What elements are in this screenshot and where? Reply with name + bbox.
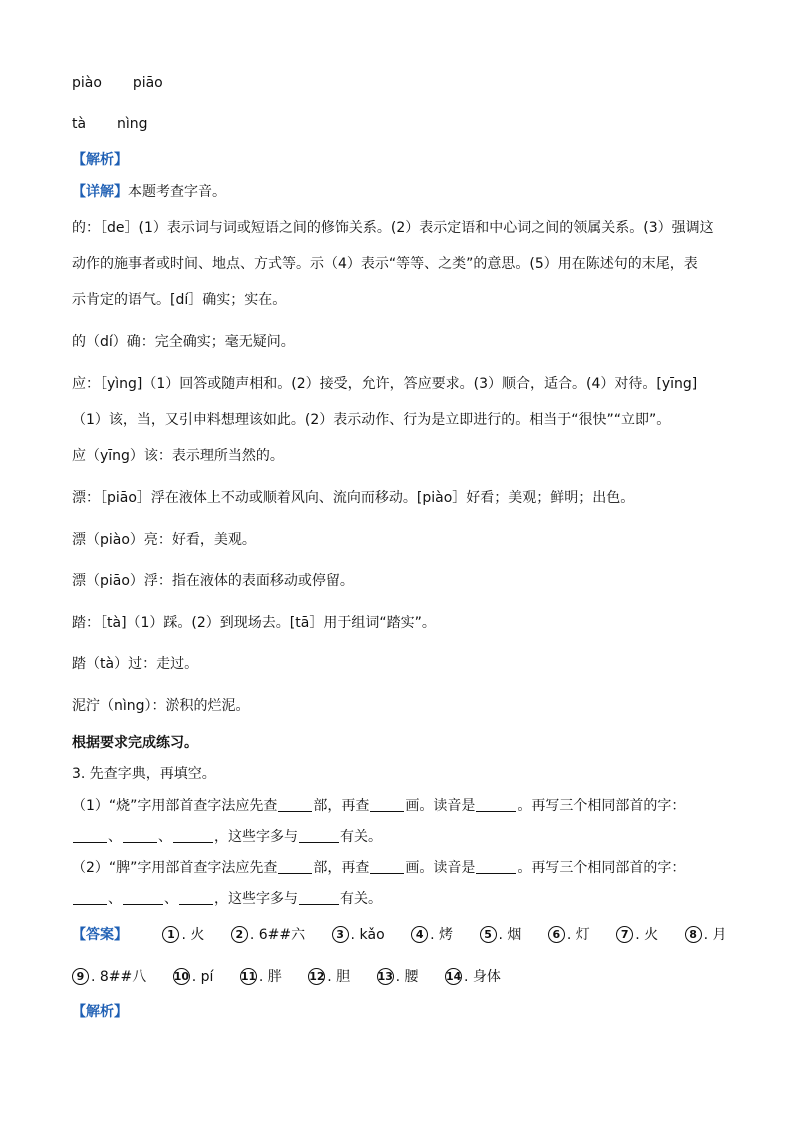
answer-blank[interactable]: [299, 890, 339, 905]
pinyin-text: piào: [72, 75, 102, 91]
separator: 、: [164, 891, 178, 907]
explanation-line: 应（yīng）该：表示理所当然的。: [72, 448, 284, 464]
explanation-line: 动作的施事者或时间、地点、方式等。示（4）表示“等等、之类”的意思。(5）用在陈述句的末尾，表: [72, 256, 698, 272]
question-text: ，这些字多与: [214, 891, 298, 907]
question-number: 3. 先查字典，再填空。: [72, 766, 216, 782]
explanation-line: 漂：［piāo］浮在液体上不动或顺着风向、流向而移动。[piào］好看；美观；鲜明；出色。: [72, 490, 635, 506]
question-text: ，这些字多与: [214, 829, 298, 845]
circled-number: 9: [72, 968, 89, 985]
circled-number: 13: [377, 970, 393, 983]
circled-number: 1: [162, 926, 179, 943]
separator: 、: [108, 891, 122, 907]
circled-number: 2: [231, 926, 248, 943]
explanation-line: （1）该，当，又引申料想理该如此。(2）表示动作、行为是立即进行的。相当于“很快”“立即”。: [72, 412, 671, 428]
answer-blank[interactable]: [73, 890, 107, 905]
circled-number: 14: [445, 970, 462, 983]
question-2-line-2: [72, 888, 382, 910]
pinyin-text: tà: [72, 116, 87, 132]
explanation-line: 漂（piào）亮：好看，美观。: [72, 532, 256, 548]
detail-line: [72, 181, 226, 203]
answer-text: . pí: [191, 969, 214, 985]
answer-blank[interactable]: [73, 828, 107, 843]
answer-text: . kǎo: [350, 927, 385, 943]
question-text: 部，再查: [313, 860, 370, 876]
explanation-line: 漂（piāo）浮：指在液体的表面移动或停留。: [72, 573, 354, 589]
answer-tag: 【答案】: [72, 927, 128, 943]
answer-blank[interactable]: [123, 828, 157, 843]
circled-number: 11: [240, 970, 257, 983]
question-text: 有关。: [340, 829, 382, 845]
answer-item: [616, 924, 658, 946]
question-1-line-1: [72, 795, 685, 817]
question-text: 画。读音是: [405, 798, 476, 814]
answer-blank[interactable]: [476, 797, 516, 812]
answer-item: [445, 966, 501, 988]
answer-item: [173, 966, 214, 988]
detail-text: 本题考查字音。: [128, 184, 226, 200]
answer-blank[interactable]: [179, 890, 213, 905]
explanation-line: 泥泞（nìng）：淤积的烂泥。: [72, 698, 250, 714]
section-title: 根据要求完成练习。: [72, 735, 198, 751]
pinyin-line-1: [72, 72, 163, 94]
answer-item: [411, 924, 453, 946]
answer-text: . 烤: [430, 927, 454, 943]
answer-text: . 胖: [258, 969, 282, 985]
answer-item: [377, 966, 419, 988]
answer-item: [308, 966, 350, 988]
answer-text: . 火: [635, 927, 659, 943]
question-text: 。再写三个相同部首的字：: [517, 798, 686, 814]
circled-number: 4: [411, 926, 428, 943]
answer-blank[interactable]: [370, 859, 404, 874]
answers-line-2: [72, 966, 523, 988]
answer-text: . 月: [703, 927, 727, 943]
pinyin-line-2: [72, 113, 148, 135]
question-1-line-2: [72, 826, 382, 848]
circled-number: 8: [685, 926, 702, 943]
answer-item: [685, 924, 727, 946]
detail-tag: 【详解】: [72, 184, 128, 200]
explanation-line: 应：［yìng]（1）回答或随声相和。(2）接受，允许，答应要求。(3）顺合，适合。(4）对待。[yīng]: [72, 376, 698, 392]
circled-number: 12: [309, 970, 325, 983]
answer-text: . 火: [181, 927, 205, 943]
explanation-line: 踏：［tà]（1）踩。(2）到现场去。[tā］用于组词“踏实”。: [72, 615, 436, 631]
answer-item: [162, 924, 204, 946]
answer-item: [240, 966, 282, 988]
answer-item: [231, 924, 305, 946]
explanation-line: 的（dí）确：完全确实；毫无疑问。: [72, 334, 295, 350]
answer-text: . 灯: [566, 927, 590, 943]
answer-blank[interactable]: [370, 797, 404, 812]
answer-text: . 8##八: [91, 969, 147, 985]
explanation-line: 踏（tà）过：走过。: [72, 656, 199, 672]
answer-blank[interactable]: [299, 828, 339, 843]
answer-item: [332, 924, 385, 946]
circled-number: 6: [548, 926, 565, 943]
circled-number: 3: [332, 926, 349, 943]
answer-blank[interactable]: [173, 828, 213, 843]
answer-text: . 6##六: [249, 927, 306, 943]
answer-blank[interactable]: [123, 890, 163, 905]
answer-text: . 身体: [463, 969, 501, 985]
answer-text: . 烟: [498, 927, 522, 943]
question-2-line-1: [72, 857, 685, 879]
answer-text: . 胆: [327, 969, 351, 985]
explanation-line: 的：［de］(1）表示词与词或短语之间的修饰关系。(2）表示定语和中心词之间的领属关系。(3）强调这: [72, 220, 714, 236]
analysis-tag: 【解析】: [72, 1004, 128, 1020]
question-text: 有关。: [340, 891, 382, 907]
question-text: （1）“烧”字用部首查字法应先查: [72, 798, 278, 814]
separator: 、: [158, 829, 172, 845]
answer-blank[interactable]: [278, 859, 312, 874]
answer-item: [480, 924, 522, 946]
answer-item: [548, 924, 590, 946]
circled-number: 5: [480, 926, 497, 943]
explanation-line: 示肯定的语气。[dí］确实；实在。: [72, 292, 287, 308]
separator: 、: [108, 829, 122, 845]
question-text: 画。读音是: [405, 860, 476, 876]
answer-blank[interactable]: [278, 797, 312, 812]
answers-line-1: [72, 924, 749, 946]
analysis-tag: 【解析】: [72, 152, 128, 168]
answer-item: [72, 966, 146, 988]
question-text: 部，再查: [313, 798, 370, 814]
circled-number: 7: [616, 926, 633, 943]
pinyin-text: piāo: [132, 75, 163, 91]
answer-text: . 腰: [395, 969, 419, 985]
question-text: 。再写三个相同部首的字：: [517, 860, 686, 876]
answer-blank[interactable]: [476, 859, 516, 874]
pinyin-text: nìng: [116, 116, 148, 132]
circled-number: 10: [173, 970, 190, 983]
question-text: （2）“脾”字用部首查字法应先查: [72, 860, 278, 876]
